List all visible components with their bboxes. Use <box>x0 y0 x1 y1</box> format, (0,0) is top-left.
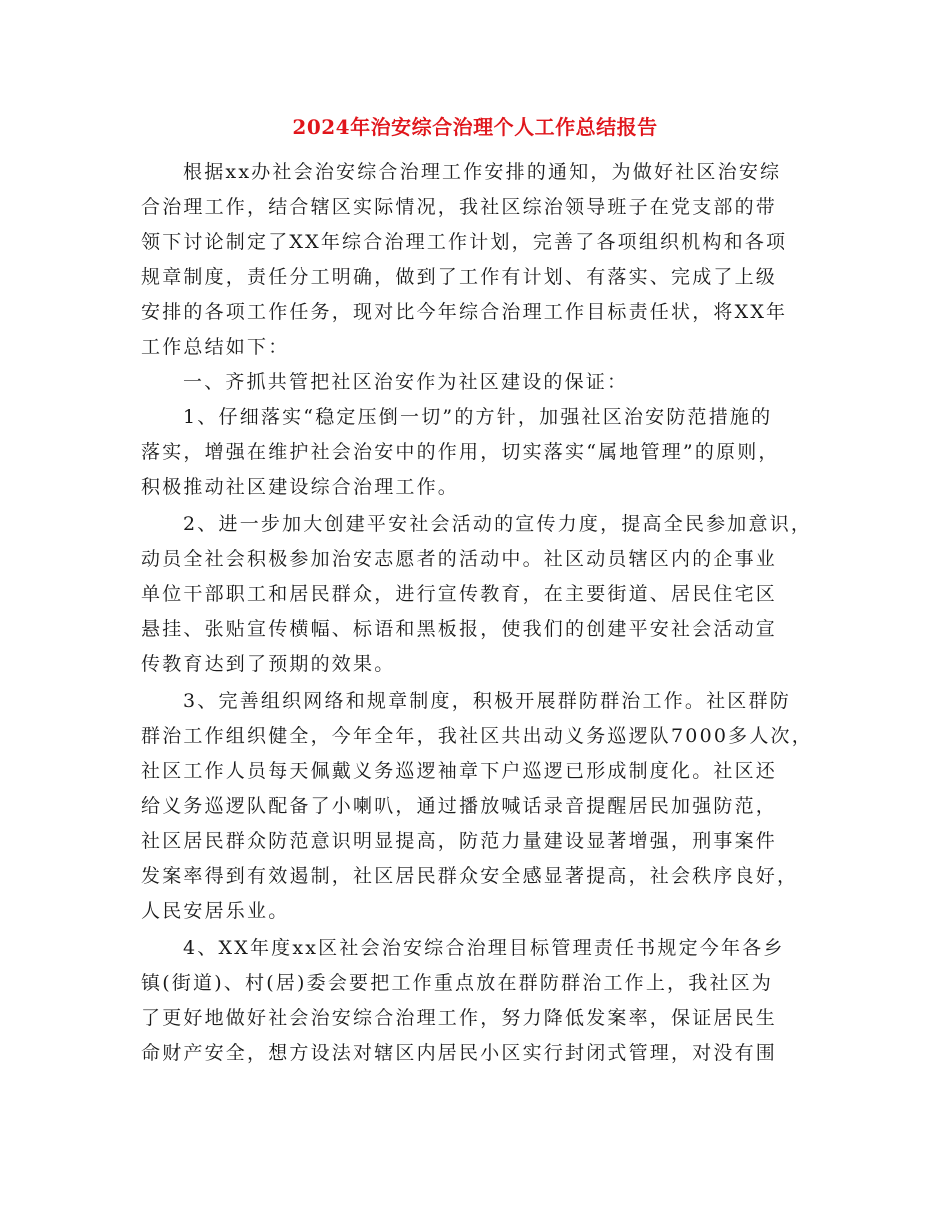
text-line: 落实，增强在维护社会治安中的作用，切实落实“属地管理”的原则， <box>141 441 780 463</box>
text-line: 动员全社会积极参加治安志愿者的活动中。社区动员辖区内的企事业 <box>141 548 778 570</box>
text-line: 社区工作人员每天佩戴义务巡逻袖章下户巡逻已形成制度化。社区还 <box>141 760 778 782</box>
text-line: 人民安居乐业。 <box>141 900 290 922</box>
text-line: 1、仔细落实“稳定压倒一切”的方针，加强社区治安防范措施的 <box>183 406 773 428</box>
text-line: 悬挂、张贴宣传横幅、标语和黑板报，使我们的创建平安社会活动宣 <box>141 618 778 640</box>
text-line: 命财产安全，想方设法对辖区内居民小区实行封闭式管理，对没有围 <box>141 1042 778 1064</box>
text-line: 镇(街道)、村(居)委会要把工作重点放在群防群治工作上，我社区为 <box>141 972 774 994</box>
text-line: 2、进一步加大创建平安社会活动的宣传力度，提高全民参加意识， <box>183 513 813 535</box>
document-title: 2024年治安综合治理个人工作总结报告 <box>292 115 658 139</box>
text-line: 安排的各项工作任务，现对比今年综合治理工作目标责任状，将XX年 <box>141 301 788 323</box>
text-line: 3、完善组织网络和规章制度，积极开展群防群治工作。社区群防 <box>183 690 791 712</box>
text-line: 发案率得到有效遏制，社区居民群众安全感显著提高，社会秩序良好， <box>141 865 799 887</box>
text-line: 传教育达到了预期的效果。 <box>141 653 396 675</box>
text-line: 了更好地做好社会治安综合治理工作，努力降低发案率，保证居民生 <box>141 1007 778 1029</box>
text-line: 领下讨论制定了XX年综合治理工作计划，完善了各项组织机构和各项 <box>141 231 788 253</box>
text-line: 合治理工作，结合辖区实际情况，我社区综治领导班子在党支部的带 <box>141 196 778 218</box>
text-line: 单位干部职工和居民群众，进行宣传教育，在主要街道、居民住宅区 <box>141 583 778 605</box>
document-body <box>141 155 821 1071</box>
text-line: 积极推动社区建设综合治理工作。 <box>141 476 460 498</box>
text-line: 4、XX年度xx区社会治安综合治理目标管理责任书规定今年各乡 <box>183 937 785 959</box>
text-line: 群治工作组织健全，今年全年，我社区共出动义务巡逻队7000多人次， <box>141 725 813 747</box>
text-line: 工作总结如下： <box>141 336 290 358</box>
text-line: 社区居民群众防范意识明显提高，防范力量建设显著增强，刑事案件 <box>141 830 778 852</box>
text-line: 根据xx办社会治安综合治理工作安排的通知，为做好社区治安综 <box>183 161 782 183</box>
section-heading: 一、齐抓共管把社区治安作为社区建设的保证： <box>183 371 629 393</box>
text-line: 规章制度，责任分工明确，做到了工作有计划、有落实、完成了上级 <box>141 266 778 288</box>
text-line: 给义务巡逻队配备了小喇叭，通过播放喊话录音提醒居民加强防范， <box>141 795 778 817</box>
